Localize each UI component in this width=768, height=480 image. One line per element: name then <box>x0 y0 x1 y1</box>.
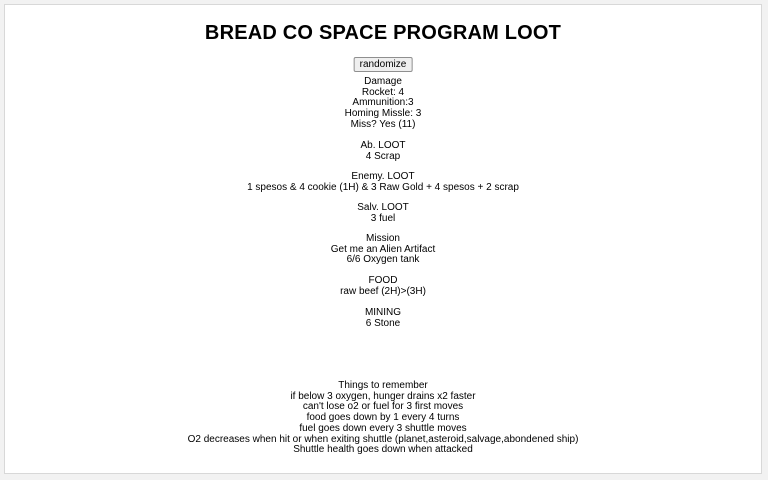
damage-homing-missile: Homing Missle: 3 <box>344 108 422 120</box>
damage-section <box>5 77 761 131</box>
enemy-loot-section <box>5 172 761 193</box>
mission-oxygen: 6/6 Oxygen tank <box>346 254 420 266</box>
salv-loot-section <box>5 203 761 224</box>
salv-loot-heading: Salv. LOOT <box>357 202 409 213</box>
salv-loot-value: 3 fuel <box>370 212 396 224</box>
page-title: BREAD CO SPACE PROGRAM LOOT <box>204 22 562 44</box>
damage-heading: Damage <box>364 76 402 87</box>
mining-heading: MINING <box>364 307 402 318</box>
food-heading: FOOD <box>368 275 398 286</box>
things-to-remember-section <box>5 381 761 456</box>
ab-loot-section <box>5 141 761 162</box>
rule-first-moves: can't lose o2 or fuel for 3 first moves <box>302 401 464 413</box>
food-value: raw beef (2H)>(3H) <box>340 285 426 297</box>
things-heading: Things to remember <box>338 380 428 391</box>
mining-value: 6 Stone <box>365 317 401 329</box>
randomize-button[interactable]: randomize <box>354 57 413 72</box>
mission-heading: Mission <box>366 233 400 244</box>
rule-oxygen-hunger: if below 3 oxygen, hunger drains x2 faster <box>290 390 476 402</box>
food-section <box>5 276 761 297</box>
rule-o2-decrease: O2 decreases when hit or when exiting shuttle (planet,asteroid,salvage,abondened ship) <box>187 433 579 445</box>
ab-loot-heading: Ab. LOOT <box>360 140 406 151</box>
damage-rocket: Rocket: 4 <box>361 86 405 98</box>
damage-ammunition: Ammunition:3 <box>352 97 414 109</box>
rule-fuel: fuel goes down every 3 shuttle moves <box>299 422 467 434</box>
enemy-loot-heading: Enemy. LOOT <box>351 171 415 182</box>
rule-shuttle-health: Shuttle health goes down when attacked <box>293 444 473 456</box>
page-frame <box>4 4 762 474</box>
enemy-loot-value: 1 spesos & 4 cookie (1H) & 3 Raw Gold + 4 spesos + 2 scrap <box>247 181 519 193</box>
ab-loot-value: 4 Scrap <box>365 150 401 162</box>
rule-food: food goes down by 1 every 4 turns <box>306 412 460 424</box>
mission-section <box>5 234 761 266</box>
mission-objective: Get me an Alien Artifact <box>330 243 436 255</box>
damage-miss: Miss? Yes (11) <box>350 118 416 130</box>
mining-section <box>5 308 761 329</box>
